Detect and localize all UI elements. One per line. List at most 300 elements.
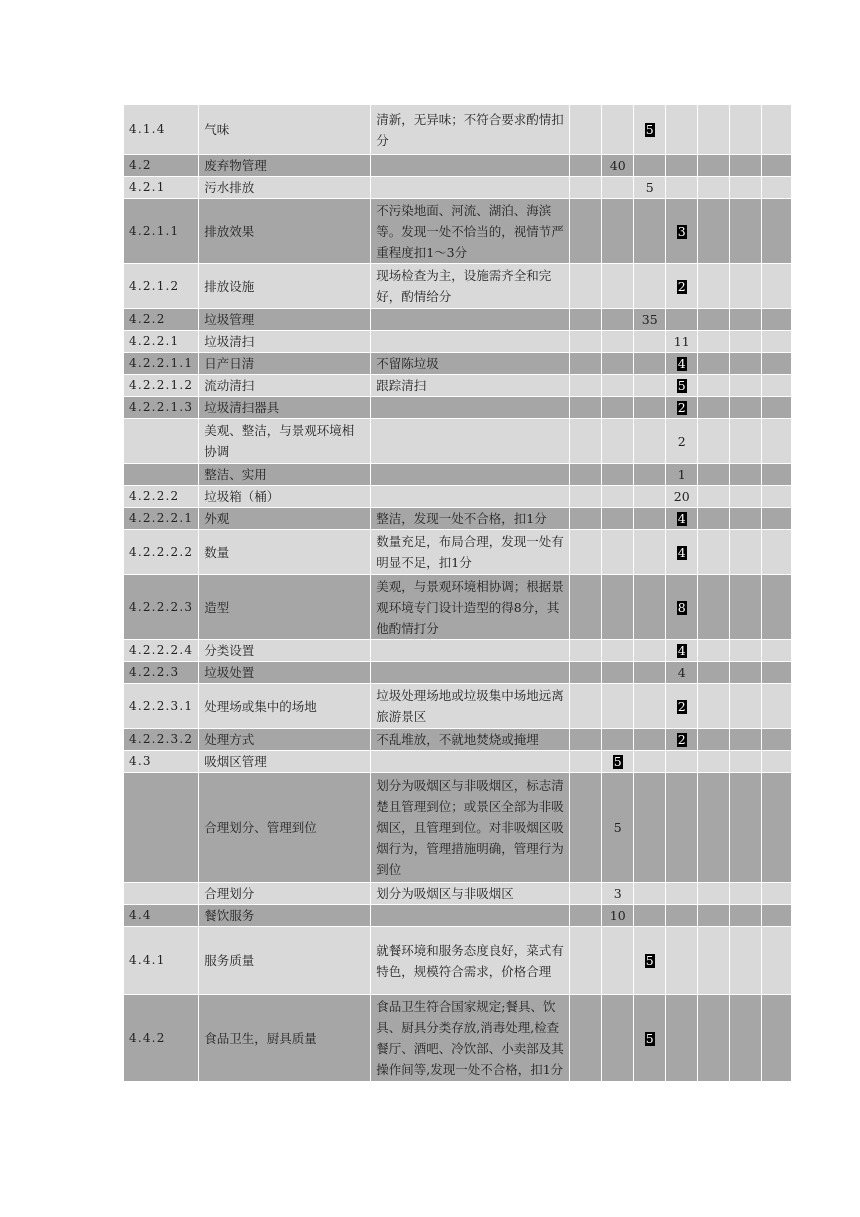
- table-row: [124, 751, 792, 773]
- cell-text: 外观: [204, 511, 230, 526]
- score-cell: [730, 530, 762, 575]
- score-cell: [730, 751, 762, 773]
- score-cell: [698, 353, 730, 375]
- score-cell: [730, 419, 762, 464]
- item-name-cell: [199, 353, 371, 375]
- item-code-cell: [124, 927, 199, 995]
- cell-text: 3: [677, 223, 686, 239]
- score-cell: [602, 464, 634, 486]
- cell-text: 污水排放: [204, 180, 255, 195]
- cell-text: 4.2.2.1.1: [129, 356, 194, 370]
- criteria-cell: [371, 905, 570, 927]
- cell-text: 数量: [204, 544, 230, 560]
- cell-text: 4.2.2.3.1: [129, 698, 194, 713]
- table-row: [124, 508, 792, 530]
- item-name-cell: [199, 729, 371, 751]
- score-cell: [698, 530, 730, 575]
- score-cell: [730, 684, 762, 729]
- score-cell: [666, 375, 698, 397]
- item-code-cell: [124, 309, 199, 331]
- item-code-cell: [124, 331, 199, 353]
- score-cell: [698, 105, 730, 155]
- cell-text: 垃圾清扫: [204, 334, 255, 349]
- score-cell: [570, 729, 602, 751]
- score-cell: [570, 105, 602, 155]
- item-code-cell: [124, 419, 199, 464]
- score-cell: [762, 464, 792, 486]
- cell-text: 4.2.2.2.3: [129, 599, 194, 614]
- cell-text: 4: [677, 511, 686, 526]
- cell-text: 排放效果: [204, 223, 255, 239]
- score-cell: [634, 640, 666, 662]
- score-cell: [730, 508, 762, 530]
- cell-text: 5: [645, 180, 654, 195]
- criteria-cell: [371, 640, 570, 662]
- score-cell: [698, 486, 730, 508]
- cell-text: 11: [673, 334, 690, 349]
- score-cell: [602, 264, 634, 309]
- cell-text: 4: [677, 544, 686, 560]
- score-cell: [730, 927, 762, 995]
- cell-text: 4: [677, 356, 686, 371]
- score-cell: [570, 995, 602, 1082]
- score-cell: [762, 508, 792, 530]
- cell-text: 废弃物管理: [204, 158, 267, 173]
- cell-text: 3: [613, 886, 622, 901]
- item-name-cell: [199, 105, 371, 155]
- score-cell: [698, 155, 730, 177]
- item-code-cell: [124, 995, 199, 1082]
- item-name-cell: [199, 575, 371, 640]
- score-cell: [602, 662, 634, 684]
- score-cell: [698, 464, 730, 486]
- score-cell: [602, 995, 634, 1082]
- table-row: [124, 684, 792, 729]
- item-code-cell: [124, 177, 199, 199]
- score-cell: [698, 331, 730, 353]
- table-row: [124, 105, 792, 155]
- cell-text: 4.2.2.2: [129, 489, 180, 503]
- table-row: [124, 575, 792, 640]
- score-cell: [602, 508, 634, 530]
- item-code-cell: [124, 264, 199, 309]
- cell-text: 8: [677, 599, 686, 615]
- score-cell: [602, 375, 634, 397]
- item-name-cell: [199, 508, 371, 530]
- score-cell: [730, 905, 762, 927]
- item-code-cell: [124, 464, 199, 486]
- score-cell: [570, 662, 602, 684]
- score-cell: [634, 177, 666, 199]
- score-cell: [730, 397, 762, 419]
- cell-text: 5: [645, 122, 654, 137]
- score-cell: [634, 464, 666, 486]
- score-cell: [730, 640, 762, 662]
- score-cell: [666, 464, 698, 486]
- item-name-cell: [199, 155, 371, 177]
- score-cell: [570, 331, 602, 353]
- cell-text: 处理方式: [204, 732, 255, 747]
- score-cell: [698, 729, 730, 751]
- score-cell: [602, 883, 634, 905]
- criteria-cell: [371, 575, 570, 640]
- score-cell: [762, 575, 792, 640]
- score-cell: [602, 684, 634, 729]
- cell-text: 吸烟区管理: [204, 754, 267, 769]
- table-row: [124, 927, 792, 995]
- table-row: [124, 375, 792, 397]
- cell-text: 35: [641, 312, 658, 327]
- score-cell: [698, 375, 730, 397]
- score-cell: [570, 199, 602, 264]
- score-cell: [634, 353, 666, 375]
- score-cell: [634, 105, 666, 155]
- cell-text: 跟踪清扫: [376, 378, 427, 393]
- score-cell: [666, 662, 698, 684]
- criteria-cell: [371, 530, 570, 575]
- score-cell: [666, 883, 698, 905]
- score-cell: [570, 177, 602, 199]
- score-cell: [602, 729, 634, 751]
- criteria-cell: [371, 331, 570, 353]
- cell-text: 服务质量: [204, 953, 255, 968]
- table-row: [124, 640, 792, 662]
- item-name-cell: [199, 309, 371, 331]
- criteria-cell: [371, 751, 570, 773]
- cell-text: 20: [673, 489, 690, 504]
- criteria-cell: [371, 729, 570, 751]
- table-row: [124, 177, 792, 199]
- score-cell: [762, 419, 792, 464]
- score-cell: [570, 530, 602, 575]
- score-cell: [762, 353, 792, 375]
- cell-text: 划分为吸烟区与非吸烟区，标志清楚且管理到位；或景区全部为非吸烟区，且管理到位。对非吸烟区吸烟行为，管理措施明确，管理行为到位: [376, 778, 564, 877]
- score-cell: [570, 927, 602, 995]
- criteria-cell: [371, 199, 570, 264]
- score-cell: [634, 530, 666, 575]
- score-cell: [570, 575, 602, 640]
- score-cell: [762, 331, 792, 353]
- score-cell: [634, 927, 666, 995]
- item-name-cell: [199, 773, 371, 883]
- score-cell: [666, 530, 698, 575]
- table-row: [124, 530, 792, 575]
- score-cell: [730, 995, 762, 1082]
- criteria-cell: [371, 773, 570, 883]
- item-name-cell: [199, 199, 371, 264]
- score-cell: [602, 397, 634, 419]
- criteria-cell: [371, 927, 570, 995]
- score-cell: [730, 331, 762, 353]
- item-code-cell: [124, 486, 199, 508]
- score-cell: [634, 662, 666, 684]
- item-code-cell: [124, 575, 199, 640]
- score-cell: [762, 397, 792, 419]
- score-cell: [634, 575, 666, 640]
- criteria-cell: [371, 995, 570, 1082]
- cell-text: 5: [645, 1030, 654, 1046]
- table-row: [124, 331, 792, 353]
- cell-text: 4.1.4: [129, 122, 166, 136]
- score-cell: [602, 575, 634, 640]
- score-cell: [634, 773, 666, 883]
- score-cell: [762, 662, 792, 684]
- cell-text: 4.2.2.1: [129, 334, 180, 348]
- score-cell: [666, 419, 698, 464]
- score-cell: [634, 751, 666, 773]
- cell-text: 餐饮服务: [204, 908, 255, 923]
- item-code-cell: [124, 155, 199, 177]
- item-code-cell: [124, 375, 199, 397]
- score-cell: [570, 684, 602, 729]
- table-row: [124, 995, 792, 1082]
- criteria-cell: [371, 508, 570, 530]
- cell-text: 处理场或集中的场地: [204, 698, 317, 714]
- cell-text: 2: [677, 278, 686, 294]
- score-cell: [666, 729, 698, 751]
- score-cell: [666, 508, 698, 530]
- score-cell: [698, 684, 730, 729]
- cell-text: 4.2.2.2.4: [129, 643, 194, 657]
- cell-text: 4.2.1.1: [129, 223, 180, 238]
- item-name-cell: [199, 751, 371, 773]
- table-row: [124, 883, 792, 905]
- score-cell: [762, 995, 792, 1082]
- cell-text: 4.2.2.1.2: [129, 378, 194, 392]
- item-code-cell: [124, 729, 199, 751]
- cell-text: 数量充足，布局合理，发现一处有明显不足，扣1分: [376, 534, 564, 570]
- score-cell: [762, 905, 792, 927]
- cell-text: 5: [645, 953, 654, 968]
- cell-text: 4.2.2.3: [129, 665, 180, 679]
- score-cell: [762, 729, 792, 751]
- cell-text: 2: [677, 732, 686, 747]
- score-cell: [634, 309, 666, 331]
- score-cell: [730, 375, 762, 397]
- score-cell: [698, 575, 730, 640]
- score-cell: [570, 375, 602, 397]
- cell-text: 2: [677, 400, 686, 415]
- cell-text: 10: [609, 908, 626, 923]
- score-cell: [666, 155, 698, 177]
- item-code-cell: [124, 353, 199, 375]
- score-cell: [602, 155, 634, 177]
- cell-text: 4: [677, 665, 686, 680]
- score-cell: [634, 883, 666, 905]
- item-code-cell: [124, 773, 199, 883]
- cell-text: 4.2.2.3.2: [129, 732, 194, 746]
- score-cell: [602, 773, 634, 883]
- cell-text: 现场检查为主，设施需齐全和完好，酌情给分: [376, 268, 552, 304]
- cell-text: 食品卫生，厨具质量: [204, 1030, 317, 1046]
- item-name-cell: [199, 927, 371, 995]
- score-cell: [698, 883, 730, 905]
- cell-text: 垃圾管理: [204, 312, 255, 327]
- score-cell: [730, 773, 762, 883]
- cell-text: 不乱堆放，不就地焚烧或掩埋: [376, 732, 539, 747]
- score-cell: [762, 309, 792, 331]
- cell-text: 4.2.2.1.3: [129, 400, 194, 414]
- score-cell: [762, 684, 792, 729]
- criteria-cell: [371, 397, 570, 419]
- cell-text: 造型: [204, 599, 230, 615]
- score-cell: [634, 199, 666, 264]
- cell-text: 2: [677, 433, 686, 449]
- item-code-cell: [124, 883, 199, 905]
- score-cell: [730, 575, 762, 640]
- score-cell: [666, 751, 698, 773]
- cell-text: 合理划分: [204, 886, 255, 901]
- cell-text: 4: [677, 643, 686, 658]
- score-cell: [570, 419, 602, 464]
- score-cell: [698, 905, 730, 927]
- cell-text: 40: [609, 158, 626, 173]
- criteria-cell: [371, 419, 570, 464]
- item-name-cell: [199, 464, 371, 486]
- score-cell: [570, 353, 602, 375]
- cell-text: 气味: [204, 122, 230, 137]
- score-cell: [762, 883, 792, 905]
- item-code-cell: [124, 530, 199, 575]
- score-cell: [602, 486, 634, 508]
- score-cell: [602, 177, 634, 199]
- cell-text: 垃圾处理场地或垃圾集中场地远离旅游景区: [376, 688, 564, 724]
- item-name-cell: [199, 397, 371, 419]
- score-cell: [698, 419, 730, 464]
- score-cell: [698, 264, 730, 309]
- criteria-cell: [371, 309, 570, 331]
- score-cell: [602, 927, 634, 995]
- criteria-cell: [371, 684, 570, 729]
- score-cell: [730, 264, 762, 309]
- cell-text: 清新，无异味；不符合要求酌情扣分: [376, 111, 564, 148]
- score-cell: [698, 177, 730, 199]
- score-cell: [634, 331, 666, 353]
- item-name-cell: [199, 905, 371, 927]
- score-cell: [762, 155, 792, 177]
- score-cell: [570, 397, 602, 419]
- cell-text: 4.2.2: [129, 312, 166, 326]
- cell-text: 美观，与景观环境相协调；根据景观环境专门设计造型的得8分，其他酌情打分: [376, 578, 564, 636]
- score-cell: [762, 177, 792, 199]
- table-row: [124, 662, 792, 684]
- criteria-cell: [371, 155, 570, 177]
- table-row: [124, 397, 792, 419]
- cell-text: 整洁，发现一处不合格，扣1分: [376, 511, 547, 526]
- table-row: [124, 773, 792, 883]
- item-name-cell: [199, 530, 371, 575]
- cell-text: 4.2.2.2.2: [129, 544, 194, 559]
- score-cell: [666, 995, 698, 1082]
- score-cell: [634, 155, 666, 177]
- score-cell: [570, 773, 602, 883]
- score-cell: [602, 419, 634, 464]
- table-row: [124, 353, 792, 375]
- score-cell: [698, 309, 730, 331]
- score-cell: [666, 773, 698, 883]
- score-cell: [698, 773, 730, 883]
- cell-text: 4.2.1.2: [129, 278, 180, 293]
- score-cell: [602, 751, 634, 773]
- table-row: [124, 419, 792, 464]
- cell-text: 划分为吸烟区与非吸烟区: [376, 886, 514, 901]
- score-cell: [730, 309, 762, 331]
- cell-text: 合理划分、管理到位: [204, 820, 317, 835]
- score-cell: [698, 397, 730, 419]
- score-cell: [730, 729, 762, 751]
- score-cell: [634, 905, 666, 927]
- item-name-cell: [199, 995, 371, 1082]
- score-cell: [666, 105, 698, 155]
- score-cell: [698, 927, 730, 995]
- table-row: [124, 729, 792, 751]
- criteria-cell: [371, 486, 570, 508]
- criteria-cell: [371, 375, 570, 397]
- score-cell: [570, 486, 602, 508]
- item-code-cell: [124, 397, 199, 419]
- score-cell: [602, 105, 634, 155]
- score-cell: [570, 264, 602, 309]
- cell-text: 分类设置: [204, 643, 255, 658]
- criteria-cell: [371, 464, 570, 486]
- item-code-cell: [124, 751, 199, 773]
- criteria-cell: [371, 264, 570, 309]
- score-cell: [762, 375, 792, 397]
- score-cell: [634, 684, 666, 729]
- item-code-cell: [124, 105, 199, 155]
- score-cell: [698, 199, 730, 264]
- item-name-cell: [199, 375, 371, 397]
- score-cell: [730, 662, 762, 684]
- score-cell: [570, 464, 602, 486]
- score-cell: [698, 662, 730, 684]
- item-name-cell: [199, 640, 371, 662]
- item-code-cell: [124, 508, 199, 530]
- score-cell: [666, 353, 698, 375]
- score-cell: [570, 508, 602, 530]
- score-cell: [762, 264, 792, 309]
- score-cell: [634, 508, 666, 530]
- score-cell: [698, 508, 730, 530]
- score-cell: [762, 773, 792, 883]
- criteria-cell: [371, 353, 570, 375]
- cell-text: 垃圾处置: [204, 665, 255, 680]
- score-cell: [666, 927, 698, 995]
- item-code-cell: [124, 684, 199, 729]
- score-cell: [762, 105, 792, 155]
- score-cell: [634, 397, 666, 419]
- score-cell: [634, 486, 666, 508]
- score-cell: [666, 331, 698, 353]
- cell-text: 4.2.1: [129, 180, 166, 194]
- item-name-cell: [199, 419, 371, 464]
- cell-text: 5: [677, 378, 686, 393]
- cell-text: 4.3: [129, 754, 152, 768]
- score-cell: [634, 995, 666, 1082]
- score-cell: [730, 486, 762, 508]
- cell-text: 排放设施: [204, 278, 255, 294]
- item-name-cell: [199, 684, 371, 729]
- scoring-table: [123, 104, 792, 1082]
- cell-text: 5: [613, 820, 622, 835]
- score-cell: [602, 640, 634, 662]
- item-code-cell: [124, 905, 199, 927]
- score-cell: [666, 309, 698, 331]
- score-cell: [762, 486, 792, 508]
- table-row: [124, 155, 792, 177]
- score-cell: [762, 530, 792, 575]
- score-cell: [666, 486, 698, 508]
